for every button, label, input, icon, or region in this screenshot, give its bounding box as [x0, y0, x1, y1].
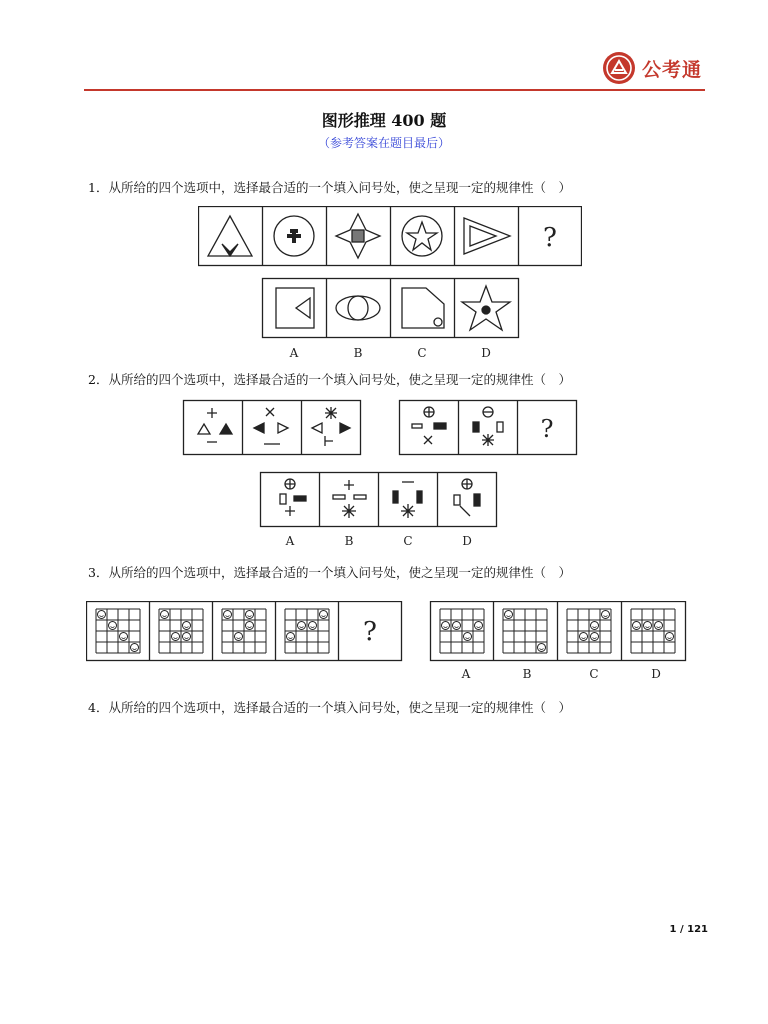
smiley-icon — [655, 622, 663, 630]
smiley-icon — [633, 622, 641, 630]
smiley-icon — [246, 611, 254, 619]
question-number: 4． — [88, 700, 109, 715]
smiley-icon — [591, 622, 599, 630]
smiley-icon — [183, 633, 191, 641]
smiley-icon — [309, 622, 317, 630]
smiley-icon — [475, 622, 483, 630]
question-4 — [88, 698, 571, 716]
option-label-d: D — [651, 667, 661, 681]
header-rule — [84, 89, 705, 91]
smiley-icon — [538, 644, 546, 652]
question-mark: ? — [363, 617, 377, 647]
smiley-icon — [453, 622, 461, 630]
smiley-icon — [505, 611, 513, 619]
option-label-a: A — [461, 667, 471, 681]
smiley-icon — [602, 611, 610, 619]
smiley-icon — [320, 611, 328, 619]
question-number: 2． — [88, 372, 109, 387]
question-mark: ? — [540, 415, 554, 443]
document-subtitle: （参考答案在题目最后） — [317, 136, 450, 150]
question-text: 从所给的四个选项中，选择最合适的一个填入问号处，使之呈现一定的规律性（ ） — [108, 565, 571, 580]
question-mark: ? — [543, 223, 557, 253]
smiley-icon — [161, 611, 169, 619]
smiley-icon — [224, 611, 232, 619]
smiley-icon — [580, 633, 588, 641]
question-text: 从所给的四个选项中，选择最合适的一个填入问号处，使之呈现一定的规律性（ ） — [108, 180, 571, 195]
question-3-figure — [86, 601, 690, 685]
smiley-icon — [172, 633, 180, 641]
smiley-icon — [109, 622, 117, 630]
smiley-icon — [464, 633, 472, 641]
smiley-icon — [591, 633, 599, 641]
option-label-a: A — [289, 346, 299, 360]
smiley-icon — [235, 633, 243, 641]
question-2-figure — [180, 398, 580, 550]
question-1 — [88, 178, 571, 196]
smiley-icon — [246, 622, 254, 630]
document-title: 图形推理 400 题 — [321, 111, 447, 130]
question-number: 3． — [88, 565, 109, 580]
smiley-icon — [442, 622, 450, 630]
option-label-b: B — [522, 667, 532, 681]
option-label-d: D — [462, 534, 472, 548]
smiley-icon — [644, 622, 652, 630]
question-text: 从所给的四个选项中，选择最合适的一个填入问号处，使之呈现一定的规律性（ ） — [108, 700, 571, 715]
smiley-icon — [120, 633, 128, 641]
smiley-icon — [183, 622, 191, 630]
question-1-figure — [198, 206, 582, 366]
smiley-icon — [298, 622, 306, 630]
smiley-icon — [287, 633, 295, 641]
brand-logo — [602, 50, 702, 86]
page-number: 1 / 121 — [669, 924, 708, 935]
option-label-a: A — [285, 534, 295, 548]
option-label-b: B — [344, 534, 354, 548]
brand-name: 公考通 — [642, 58, 703, 81]
question-text: 从所给的四个选项中，选择最合适的一个填入问号处，使之呈现一定的规律性（ ） — [108, 372, 571, 387]
option-label-d: D — [481, 346, 491, 360]
option-label-b: B — [353, 346, 363, 360]
option-label-c: C — [589, 667, 599, 681]
question-2 — [88, 370, 571, 388]
question-number: 1． — [88, 180, 109, 195]
option-label-c: C — [403, 534, 413, 548]
smiley-icon — [131, 644, 139, 652]
question-3 — [88, 563, 571, 581]
brand-logo-icon — [602, 51, 636, 85]
smiley-icon — [666, 633, 674, 641]
option-label-c: C — [417, 346, 427, 360]
smiley-icon — [98, 611, 106, 619]
